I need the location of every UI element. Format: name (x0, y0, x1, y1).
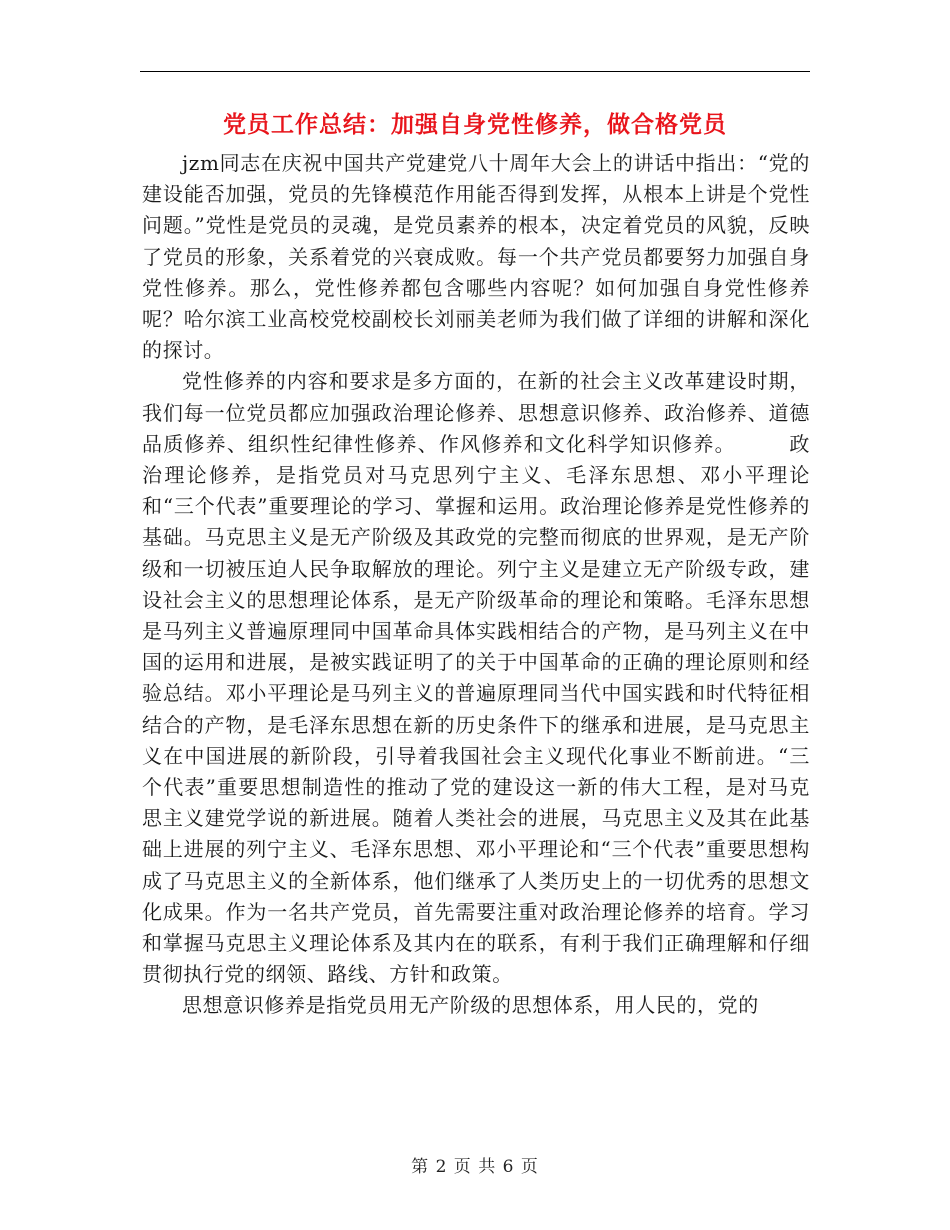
document-body (142, 148, 810, 1022)
paragraph-ideology: 思想意识修养是指党员用无产阶级的思想体系，用人民的，党的 (182, 993, 759, 1018)
page-footer: 第 2 页 共 6 页 (411, 1157, 539, 1177)
header-rule (140, 71, 810, 72)
document-title: 党员工作总结：加强自身党性修养，做合格党员 (223, 112, 727, 138)
paragraph-intro: jzm同志在庆祝中国共产党建党八十周年大会上的讲话中指出：“党的建设能否加强，党员的先锋模范作用能否得到发挥，从根本上讲是个党性问题。”党性是党员的灵魂，是党员素养的根本，决定着党员的风貌，反映了党员的形象，关系着党的兴衰成败。每一个共产党员都要努力加强自身党性修养。那么，党性修养都包含哪些内容呢？如何加强自身党性修养呢？哈尔滨工业高校党校副校长刘丽美老师为我们做了详细的讲解和深化的探讨。 (142, 151, 810, 363)
paragraph-political-theory: 党性修养的内容和要求是多方面的，在新的社会主义改革建设时期，我们每一位党员都应加强政治理论修养、思想意识修养、政治修养、道德品质修养、组织性纪律性修养、作风修养和文化科学知识修养。 政治理论修养，是指党员对马克思列宁主义、毛泽东思想、邓小平理论和“三个代表”重要理论的学习、掌握和运用。政治理论修养是党性修养的基础。马克思主义是无产阶级及其政党的完整而彻底的世界观，是无产阶级和一切被压迫人民争取解放的理论。列宁主义是建立无产阶级专政，建设社会主义的思想理论体系，是无产阶级革命的理论和策略。毛泽东思想是马列主义普遍原理同中国革命具体实践相结合的产物，是马列主义在中国的运用和进展，是被实践证明了的关于中国革命的正确的理论原则和经验总结。邓小平理论是马列主义的普遍原理同当代中国实践和时代特征相结合的产物，是毛泽东思想在新的历史条件下的继承和进展，是马克思主义在中国进展的新阶段，引导着我国社会主义现代化事业不断前进。“三个代表”重要思想制造性的推动了党的建设这一新的伟大工程，是对马克思主义建党学说的新进展。随着人类社会的进展，马克思主义及其在此基础上进展的列宁主义、毛泽东思想、邓小平理论和“三个代表”重要思想构成了马克思主义的全新体系，他们继承了人类历史上的一切优秀的思想文化成果。作为一名共产党员，首先需要注重对政治理论修养的培育。学习和掌握马克思主义理论体系及其内在的联系，有利于我们正确理解和仔细贯彻执行党的纲领、路线、方针和政策。 (142, 369, 810, 987)
